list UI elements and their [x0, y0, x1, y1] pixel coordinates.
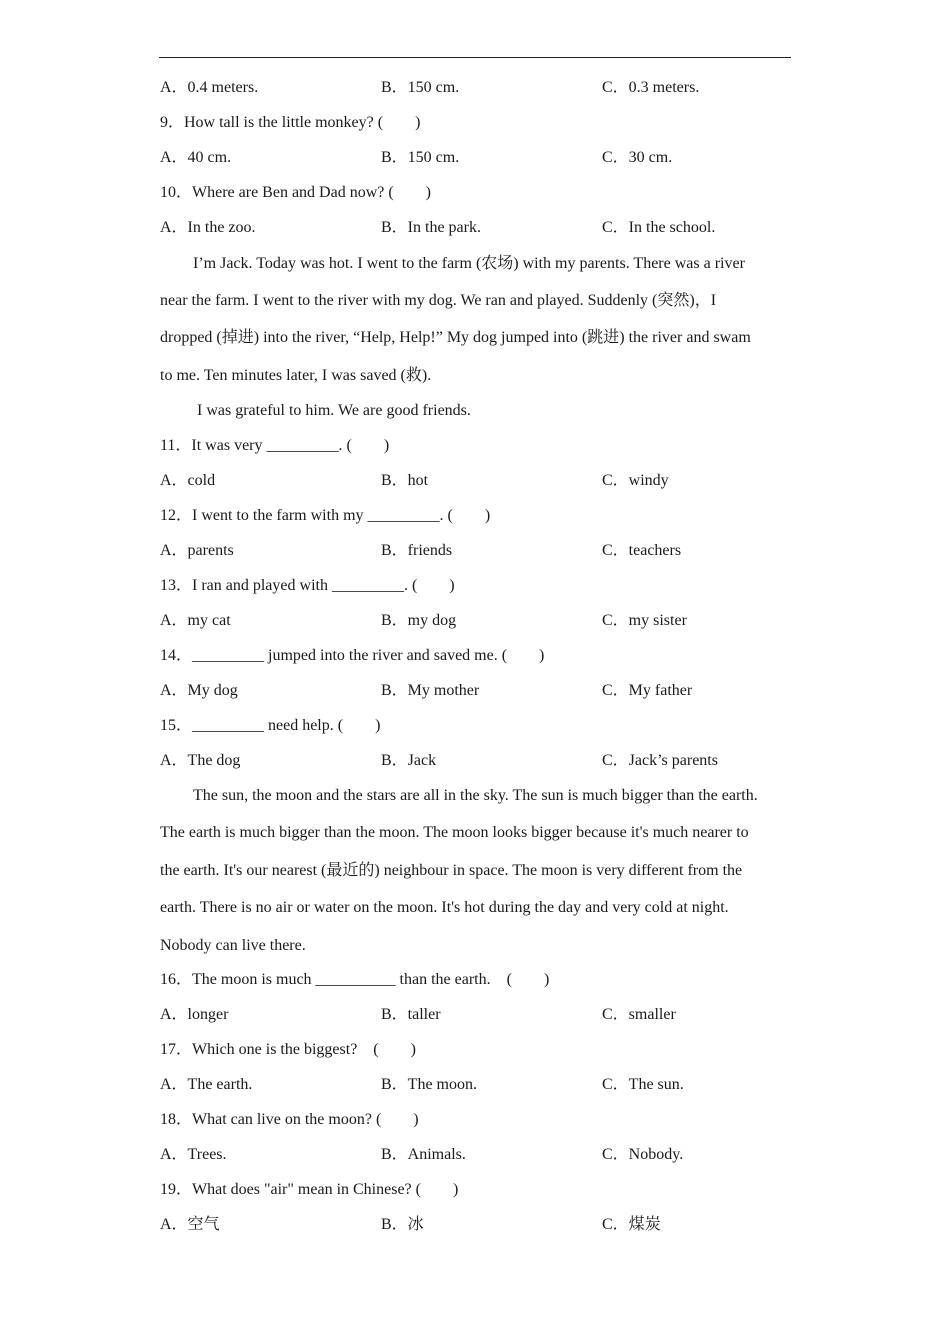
q17-options — [160, 1075, 800, 1095]
passage2-line: near the farm. I went to the river with my dog. We ran and played. Suddenly (突然)，I — [160, 292, 717, 309]
q18-stem: 18．What can live on the moon? ( ) — [160, 1111, 419, 1128]
passage2-line: I’m Jack. Today was hot. I went to the farm (农场) with my parents. There was a river — [193, 255, 745, 272]
q16-option-b: B．taller — [381, 1006, 441, 1023]
q13-stem: 13．I ran and played with _________. ( ) — [160, 577, 455, 594]
q12-options — [160, 541, 800, 561]
q10-options — [160, 218, 800, 238]
q18-option-c: C．Nobody. — [602, 1146, 684, 1163]
q19-option-a: A．空气 — [160, 1216, 220, 1233]
q10-option-a: A．In the zoo. — [160, 219, 256, 236]
q11-option-b: B．hot — [381, 472, 429, 489]
passage3-line: The earth is much bigger than the moon. The moon looks bigger because it's much nearer to — [160, 824, 749, 841]
q10-stem: 10．Where are Ben and Dad now? ( ) — [160, 184, 432, 201]
q14-option-b: B．My mother — [381, 682, 480, 699]
q8-option-b: B．150 cm. — [381, 79, 460, 96]
passage2-line: to me. Ten minutes later, I was saved (救). — [160, 367, 432, 384]
header-rule — [159, 57, 791, 58]
q8-options — [160, 78, 800, 98]
q19-option-b: B．冰 — [381, 1216, 424, 1233]
q14-option-c: C．My father — [602, 682, 693, 699]
q19-option-c: C．煤炭 — [602, 1216, 661, 1233]
q15-options — [160, 751, 800, 771]
q17-option-a: A．The earth. — [160, 1076, 253, 1093]
passage3-line: Nobody can live there. — [160, 937, 306, 954]
q15-option-a: A．The dog — [160, 752, 241, 769]
q11-option-a: A．cold — [160, 472, 216, 489]
q14-options — [160, 681, 800, 701]
q18-option-b: B．Animals. — [381, 1146, 466, 1163]
q9-option-b: B．150 cm. — [381, 149, 460, 166]
q10-option-c: C．In the school. — [602, 219, 716, 236]
q16-option-c: C．smaller — [602, 1006, 676, 1023]
q12-option-b: B．friends — [381, 542, 453, 559]
q16-option-a: A．longer — [160, 1006, 229, 1023]
q14-option-a: A．My dog — [160, 682, 238, 699]
q9-option-c: C．30 cm. — [602, 149, 673, 166]
q16-stem: 16．The moon is much __________ than the earth. ( ) — [160, 971, 550, 988]
q9-options — [160, 148, 800, 168]
q14-stem: 14．_________ jumped into the river and saved me. ( ) — [160, 647, 545, 664]
q13-option-a: A．my cat — [160, 612, 231, 629]
q15-option-b: B．Jack — [381, 752, 437, 769]
passage3-line: the earth. It's our nearest (最近的) neighbour in space. The moon is very different from the — [160, 862, 743, 879]
q13-option-c: C．my sister — [602, 612, 687, 629]
q12-option-a: A．parents — [160, 542, 234, 559]
q8-option-a: A．0.4 meters. — [160, 79, 259, 96]
q19-stem: 19．What does "air" mean in Chinese? ( ) — [160, 1181, 459, 1198]
q18-options — [160, 1145, 800, 1165]
passage3-line: earth. There is no air or water on the moon. It's hot during the day and very cold at night. — [160, 899, 729, 916]
passage3-line: The sun, the moon and the stars are all in the sky. The sun is much bigger than the earth. — [193, 787, 758, 804]
q17-option-b: B．The moon. — [381, 1076, 477, 1093]
q17-stem: 17．Which one is the biggest? ( ) — [160, 1041, 416, 1058]
q10-option-b: B．In the park. — [381, 219, 481, 236]
q12-option-c: C．teachers — [602, 542, 682, 559]
passage2-line: I was grateful to him. We are good friends. — [197, 402, 471, 419]
q9-option-a: A．40 cm. — [160, 149, 232, 166]
q13-option-b: B．my dog — [381, 612, 457, 629]
q17-option-c: C．The sun. — [602, 1076, 684, 1093]
q9-stem: 9．How tall is the little monkey? ( ) — [160, 114, 421, 131]
q11-stem: 11．It was very _________. ( ) — [160, 437, 390, 454]
passage2-line: dropped (掉进) into the river, “Help, Help!” My dog jumped into (跳进) the river and swam — [160, 329, 751, 346]
q12-stem: 12．I went to the farm with my _________. ( ) — [160, 507, 491, 524]
q16-options — [160, 1005, 800, 1025]
q19-options — [160, 1215, 800, 1235]
q11-options — [160, 471, 800, 491]
q8-option-c: C．0.3 meters. — [602, 79, 700, 96]
q18-option-a: A．Trees. — [160, 1146, 227, 1163]
q15-option-c: C．Jack’s parents — [602, 752, 718, 769]
q11-option-c: C．windy — [602, 472, 669, 489]
q15-stem: 15．_________ need help. ( ) — [160, 717, 381, 734]
q13-options — [160, 611, 800, 631]
